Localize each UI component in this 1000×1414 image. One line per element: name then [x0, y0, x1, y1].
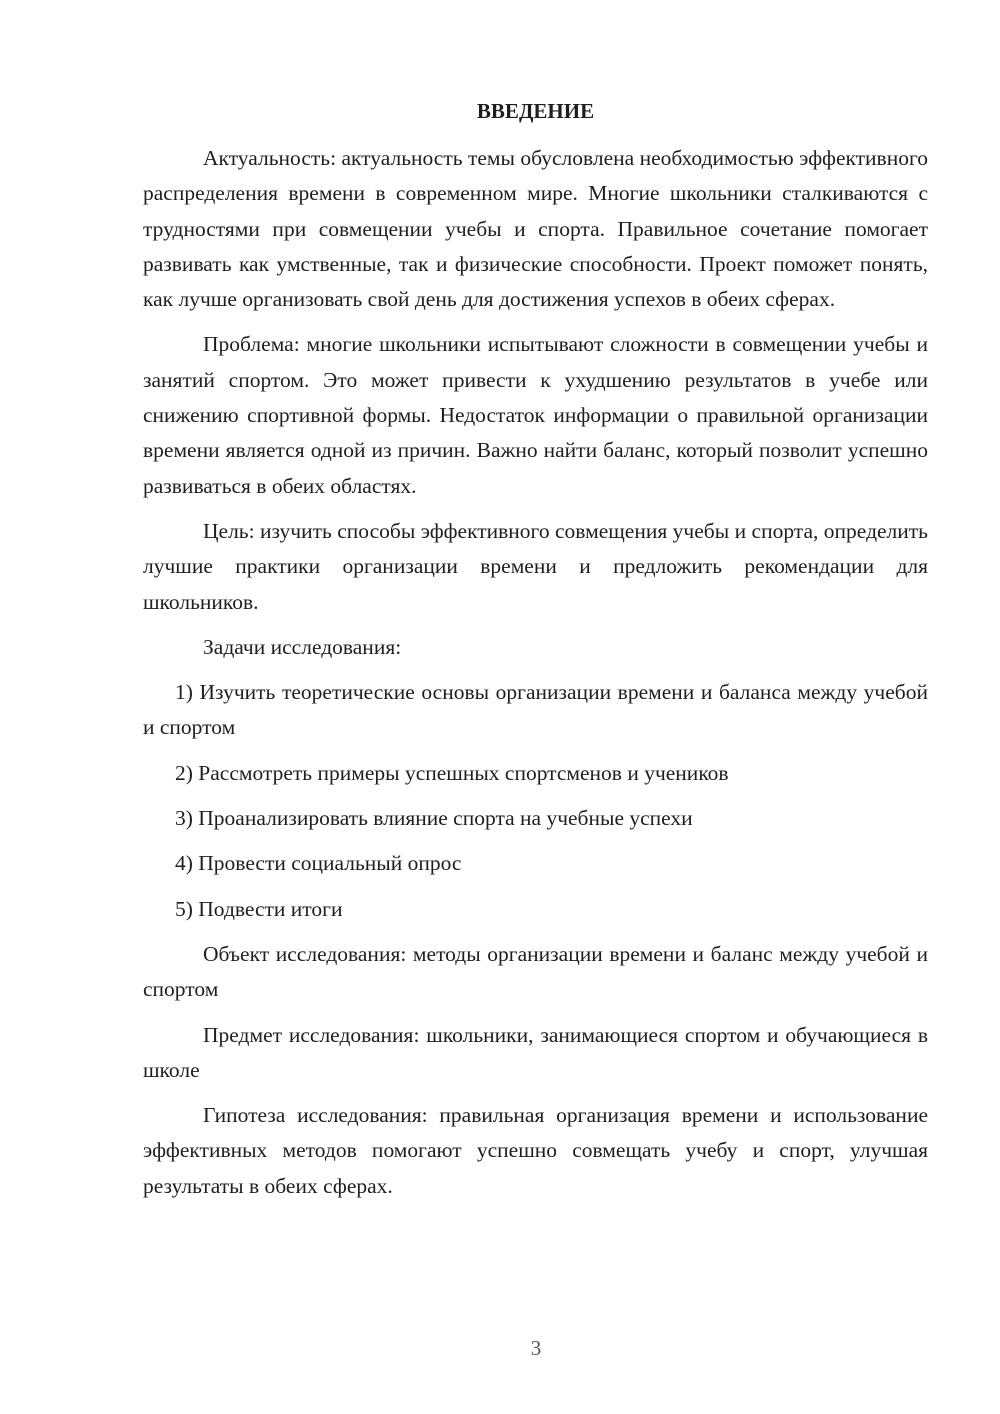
hypothesis-paragraph: Гипотеза исследования: правильная организация времени и использование эффективных методов помогают успешно совмещать учебу и спорт, улучшая результаты в обеих сферах. — [143, 1103, 928, 1198]
page-number: 3 — [530, 1336, 542, 1360]
task-item: 3) Проанализировать влияние спорта на учебные успехи — [175, 806, 693, 831]
subject-paragraph: Предмет исследования: школьники, занимающиеся спортом и обучающиеся в школе — [143, 1022, 928, 1082]
task-item: 4) Провести социальный опрос — [175, 851, 462, 876]
task-item: 2) Рассмотреть примеры успешных спортсменов и учеников — [175, 760, 729, 785]
task-item: 1) Изучить теоретические основы организации времени и баланса между учебой и спортом — [143, 680, 928, 740]
task-item: 5) Подвести итоги — [175, 896, 343, 921]
document-body — [143, 141, 928, 1214]
page-title: ВВЕДЕНИЕ — [476, 99, 595, 123]
object-paragraph: Объект исследования: методы организации времени и баланс между учебой и спортом — [143, 941, 928, 1002]
relevance-paragraph: Актуальность: актуальность темы обусловлена необходимостью эффективного распределения времени в современном мире. Многие школьники сталкиваются с трудностями при совмещении учебы и спорта. Правильное сочетание помогает развивать как умственные, так и физические способности. Проект поможет понять, как лучше организовать свой день для достижения успехов в обеих сферах. — [143, 146, 928, 312]
problem-paragraph: Проблема: многие школьники испытывают сложности в совмещении учебы и занятий спортом. Это может привести к ухудшению результатов в учебе или снижению спортивной формы. Недостаток информации о правильной организации времени является одной из причин. Важно найти баланс, который позволит успешно развиваться в обеих областях. — [143, 332, 928, 498]
goal-paragraph: Цель: изучить способы эффективного совмещения учебы и спорта, определить лучшие практики организации времени и предложить рекомендации для школьников. — [143, 518, 928, 614]
tasks-heading: Задачи исследования: — [203, 634, 402, 659]
